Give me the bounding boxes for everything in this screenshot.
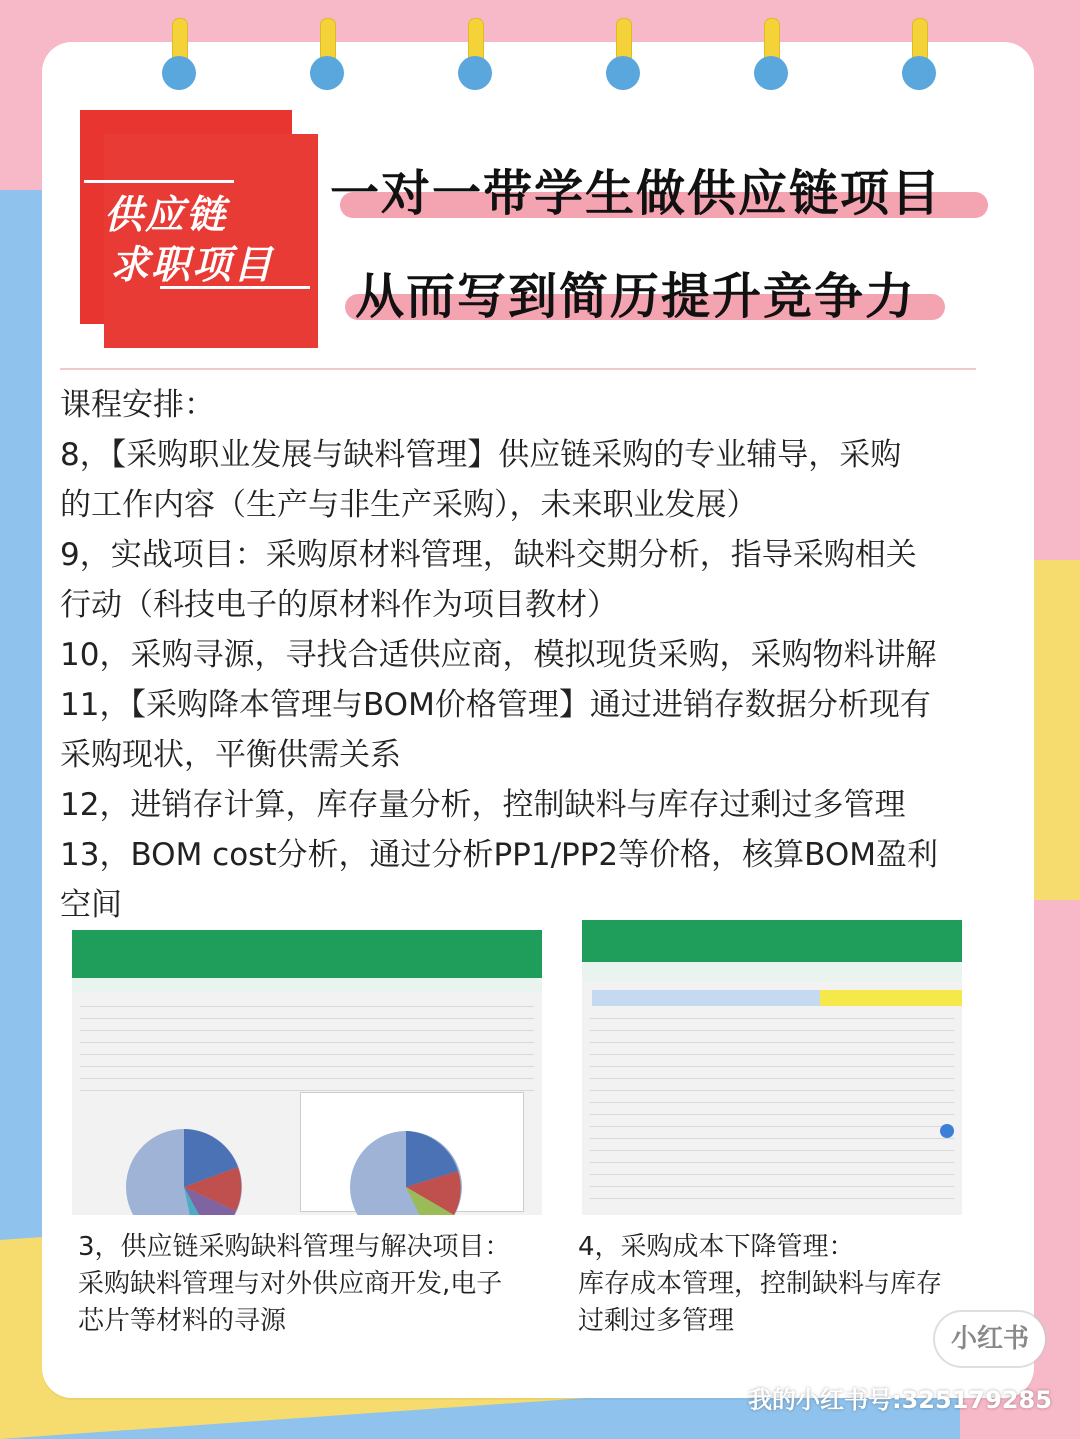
caption-left-2: 采购缺料管理与对外供应商开发,电子 — [78, 1269, 503, 1299]
schedule-line: 13，BOM cost分析，通过分析PP1/PP2等价格，核算BOM盈利 — [60, 837, 939, 873]
badge-line2: 求职项目 — [110, 243, 275, 288]
scroll-button-icon — [940, 1124, 954, 1138]
binder-ring-icon — [606, 18, 640, 88]
ribbon — [582, 962, 962, 982]
pie-chart-icon — [112, 1115, 272, 1215]
grid-line — [80, 1084, 534, 1091]
binder-ring-icon — [162, 18, 196, 88]
schedule-line: 行动（科技电子的原材料作为项目教材） — [60, 587, 618, 623]
grid-line — [590, 1144, 954, 1151]
schedule-line: 课程安排： — [60, 387, 215, 423]
spreadsheet-toolbar — [72, 930, 542, 978]
caption-left-1: 3，供应链采购缺料管理与解决项目： — [78, 1232, 511, 1262]
grid-line — [80, 1036, 534, 1043]
spreadsheet-toolbar — [582, 920, 962, 962]
ribbon — [72, 978, 542, 992]
grid-line — [590, 1024, 954, 1031]
header-row — [592, 990, 820, 1006]
schedule-line: 11，【采购降本管理与BOM价格管理】通过进销存数据分析现有 — [60, 687, 931, 723]
course-schedule — [60, 380, 1020, 930]
grid-line — [80, 1048, 534, 1055]
schedule-line: 12，进销存计算，库存量分析，控制缺料与库存过剩过多管理 — [60, 787, 906, 823]
grid-line — [80, 1000, 534, 1007]
divider — [60, 368, 976, 370]
schedule-line: 10，采购寻源，寻找合适供应商，模拟现货采购，采购物料讲解 — [60, 637, 937, 673]
badge-line1: 供应链 — [104, 193, 228, 238]
schedule-line: 9，实战项目：采购原材料管理，缺料交期分析，指导采购相关 — [60, 537, 917, 573]
binder-ring-icon — [458, 18, 492, 88]
grid-line — [590, 1180, 954, 1187]
binder-ring-icon — [310, 18, 344, 88]
schedule-line: 空间 — [60, 887, 122, 923]
caption-right-3: 过剩过多管理 — [578, 1306, 735, 1336]
grid-line — [590, 1168, 954, 1175]
grid-line — [590, 1108, 954, 1115]
grid-line — [590, 1156, 954, 1163]
grid-line — [80, 1012, 534, 1019]
pie-chart-icon — [334, 1115, 494, 1215]
binder-ring-icon — [902, 18, 936, 88]
page-subtitle: 从而写到简历提升竞争力 — [355, 268, 917, 325]
highlight-header — [820, 990, 962, 1006]
binder-ring-icon — [754, 18, 788, 88]
badge-divider — [84, 180, 234, 183]
caption-right-1: 4，采购成本下降管理： — [578, 1232, 855, 1262]
spreadsheet-screenshot-table — [582, 920, 962, 1215]
grid-line — [80, 1060, 534, 1067]
grid-line — [590, 1012, 954, 1019]
schedule-line: 8，【采购职业发展与缺料管理】供应链采购的专业辅导，采购 — [60, 437, 902, 473]
schedule-line: 采购现状，平衡供需关系 — [60, 737, 401, 773]
spreadsheet-screenshot-pie — [72, 930, 542, 1215]
caption-right-2: 库存成本管理，控制缺料与库存 — [578, 1269, 943, 1299]
grid-line — [590, 1048, 954, 1055]
grid-line — [590, 1192, 954, 1199]
grid-line — [80, 1024, 534, 1031]
grid-line — [590, 1132, 954, 1139]
grid-line — [80, 1072, 534, 1079]
page-title: 一对一带学生做供应链项目 — [330, 165, 943, 222]
grid-line — [590, 1084, 954, 1091]
grid-line — [590, 1072, 954, 1079]
grid-line — [590, 1036, 954, 1043]
schedule-line: 的工作内容（生产与非生产采购），未来职业发展） — [60, 487, 758, 523]
grid-line — [590, 1060, 954, 1067]
caption-left-3: 芯片等材料的寻源 — [78, 1306, 287, 1336]
xiaohongshu-logo: 小红书 — [935, 1312, 1045, 1366]
watermark: 我的小红书号:325179285 — [748, 1386, 1052, 1414]
grid-line — [590, 1096, 954, 1103]
grid-line — [590, 1120, 954, 1127]
